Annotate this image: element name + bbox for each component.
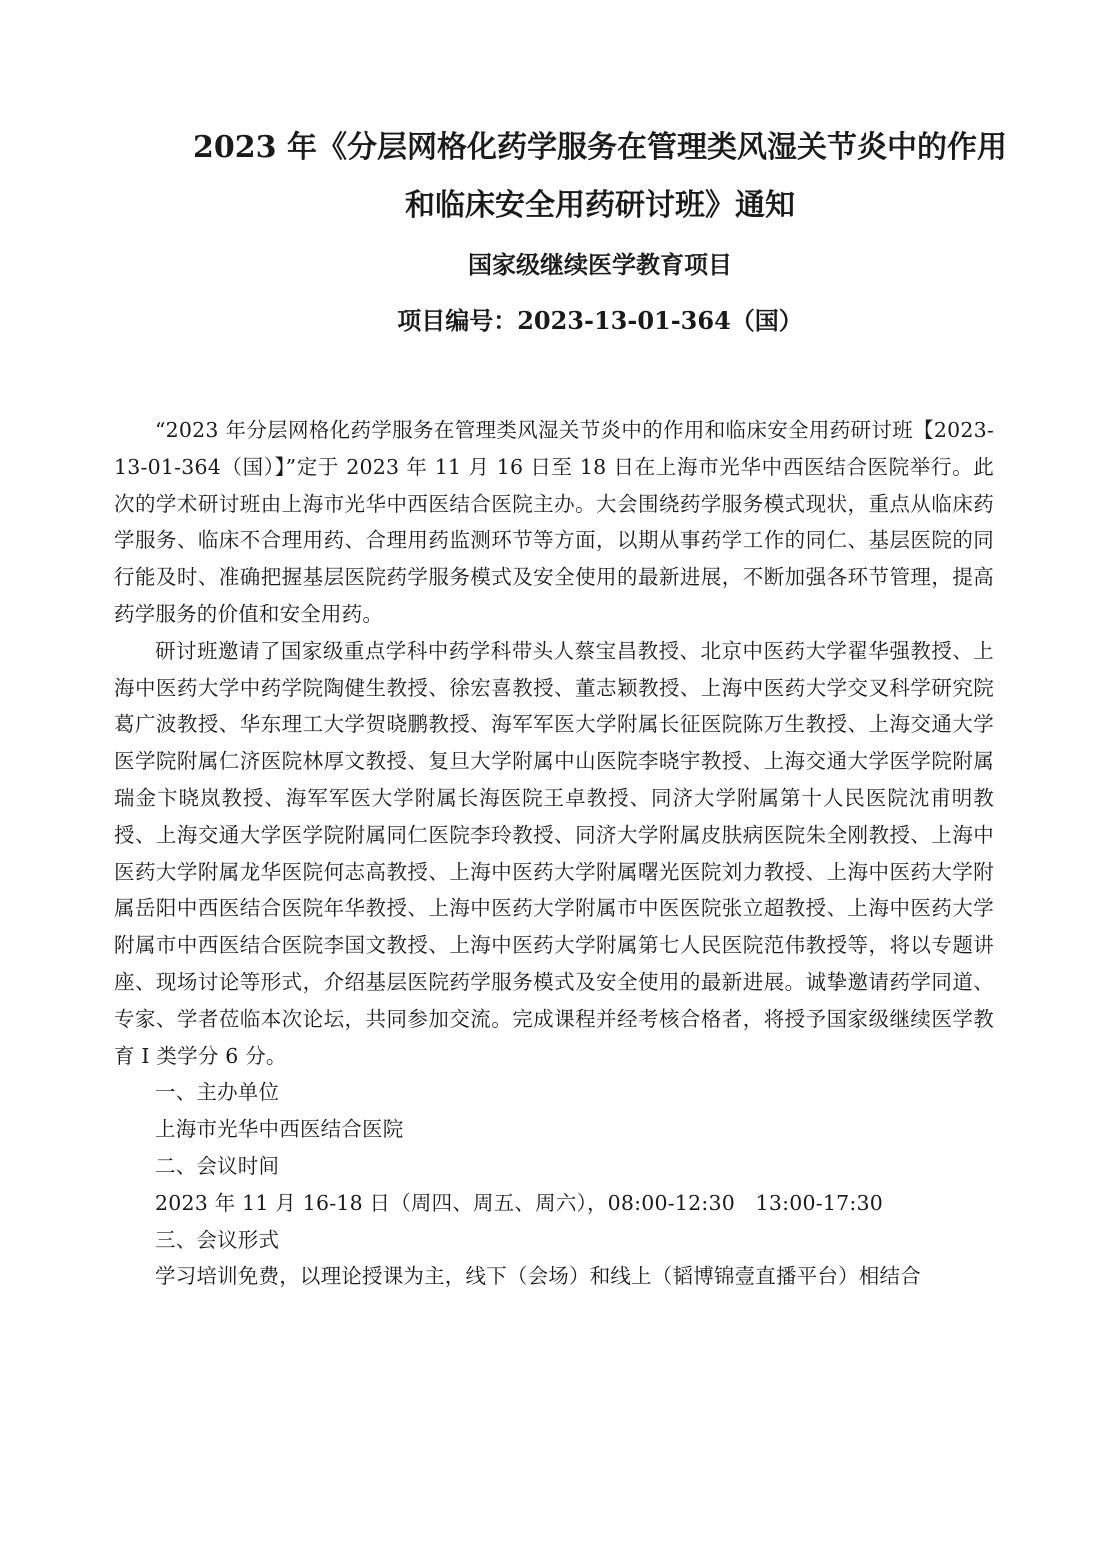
section-content-time: 2023 年 11 月 16-18 日（周四、周五、周六），08:00-12:30 13:00-17:30 [155, 1190, 883, 1215]
title-line-2: 和临床安全用药研讨班》通知 [405, 188, 795, 223]
section-content-format: 学习培训免费，以理论授课为主，线下（会场）和线上（韬博锦壹直播平台）相结合 [155, 1264, 921, 1289]
intro-paragraph: “2023 年分层网格化药学服务在管理类风湿关节炎中的作用和临床安全用药研讨班【2023-13-01-364（国）】”定于 2023 年 11 月 16 日至 18 日在上海市光华中西医结合医院举行。此次的学术研讨班由上海市光华中西医结合医院主办。大会围绕药学服务模式现状，重点从临床药学服务、临床不合理用药、合理用药监测环节等方面，以期从事药学工作的同仁、基层医院的同行能及时、准确把握基层医院药学服务模式及安全使用的最新进展，不断加强各环节管理，提高药学服务的价值和安全用药。 [114, 418, 994, 626]
section-content-organizer: 上海市光华中西医结合医院 [155, 1117, 404, 1142]
speakers-paragraph: 研讨班邀请了国家级重点学科中药学科带头人蔡宝昌教授、北京中医药大学翟华强教授、上海中医药大学中药学院陶健生教授、徐宏喜教授、董志颖教授、上海中医药大学交叉科学研究院葛广波教授、华东理工大学贺晓鹏教授、海军军医大学附属长征医院陈万生教授、上海交通大学医学院附属仁济医院林厚文教授、复旦大学附属中山医院李晓宇教授、上海交通大学医学院附属瑞金卞晓岚教授、海军军医大学附属长海医院王卓教授、同济大学附属第十人民医院沈甫明教授、上海交通大学医学院附属同仁医院李玲教授、同济大学附属皮肤病医院朱全刚教授、上海中医药大学附属龙华医院何志高教授、上海中医药大学附属曙光医院刘力教授、上海中医药大学附属岳阳中西医结合医院年华教授、上海中医药大学附属市中医医院张立超教授、上海中医药大学附属市中西医结合医院李国文教授、上海中医药大学附属第七人民医院范伟教授等，将以专题讲座、现场讨论等形式，介绍基层医院药学服务模式及安全使用的最新进展。诚挚邀请药学同道、专家、学者莅临本次论坛，共同参加交流。完成课程并经考核合格者，将授予国家级继续医学教育 I 类学分 6 分。 [114, 638, 994, 1068]
section-heading-time: 二、会议时间 [155, 1153, 280, 1178]
project-number: 项目编号：2023-13-01-364（国） [397, 306, 803, 335]
section-heading-format: 三、会议形式 [155, 1227, 280, 1252]
section-heading-organizer: 一、主办单位 [155, 1080, 280, 1105]
title-line-1: 2023 年《分层网格化药学服务在管理类风湿关节炎中的作用 [193, 130, 1007, 165]
document-body [114, 412, 994, 1295]
subtitle: 国家级继续医学教育项目 [468, 250, 732, 279]
